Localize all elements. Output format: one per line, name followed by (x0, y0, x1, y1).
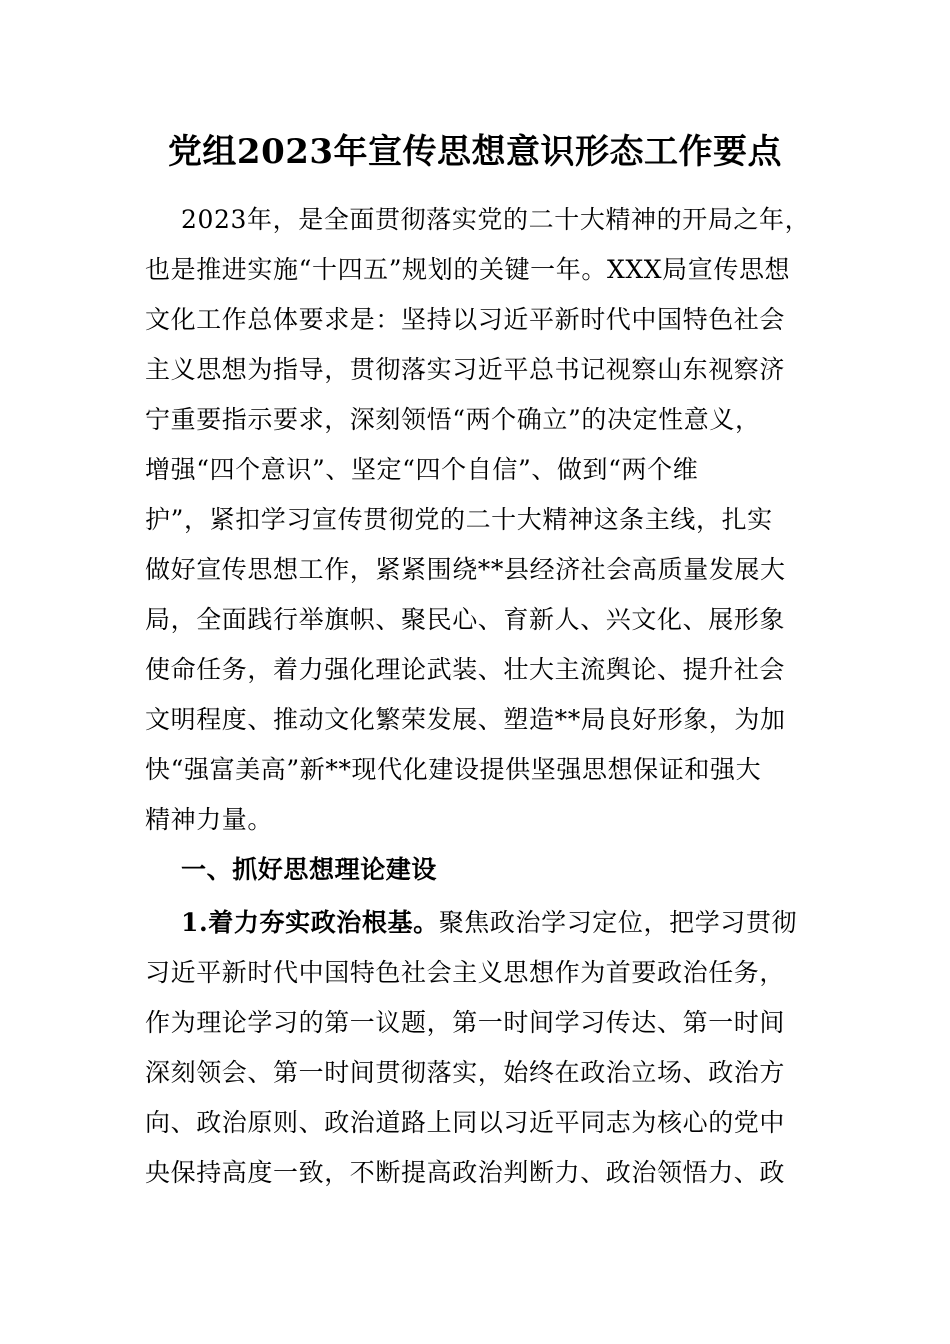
section-heading: 一、抓好思想理论建设 (181, 855, 438, 884)
paragraph-line: 做好宣传思想工作，紧紧围绕**县经济社会高质量发展大 (145, 555, 786, 584)
paragraph-line: 习近平新时代中国特色社会主义思想作为首要政治任务， (145, 958, 786, 987)
item-paragraph (145, 898, 805, 1198)
paragraph-line: 向、政治原则、政治道路上同以习近平同志为核心的党中 (145, 1108, 786, 1137)
paragraph-line: 使命任务，着力强化理论武装、壮大主流舆论、提升社会 (145, 655, 786, 684)
paragraph-line: 文明程度、推动文化繁荣发展、塑造**局良好形象，为加 (145, 705, 786, 734)
item-lead: 1.着力夯实政治根基。 (181, 908, 439, 937)
document-title: 党组2023年宣传思想意识形态工作要点 (167, 132, 783, 172)
paragraph-line: 文化工作总体要求是：坚持以习近平新时代中国特色社会 (145, 305, 786, 334)
paragraph-line: 作为理论学习的第一议题，第一时间学习传达、第一时间 (145, 1008, 786, 1037)
paragraph-line: 精神力量。 (145, 805, 274, 834)
paragraph-line: 宁重要指示要求，深刻领悟“两个确立”的决定性意义， (145, 405, 761, 434)
paragraph-line: 增强“四个意识”、坚定“四个自信”、做到“两个维 (145, 455, 699, 484)
paragraph-line: 局，全面践行举旗帜、聚民心、育新人、兴文化、展形象 (145, 605, 786, 634)
item-first-line-rest: 聚焦政治学习定位，把学习贯彻 (438, 908, 798, 937)
paragraph-line: 深刻领会、第一时间贯彻落实，始终在政治立场、政治方 (145, 1058, 786, 1087)
paragraph-line: 快“强富美高”新**现代化建设提供坚强思想保证和强大 (145, 755, 762, 784)
paragraph-line: 2023年，是全面贯彻落实党的二十大精神的开局之年， (181, 205, 811, 234)
paragraph-first-line (145, 898, 805, 948)
paragraph-line: 主义思想为指导，贯彻落实习近平总书记视察山东视察济 (145, 355, 786, 384)
paragraph-line: 也是推进实施“十四五”规划的关键一年。XXX局宣传思想 (145, 255, 791, 284)
intro-paragraph (145, 195, 811, 845)
paragraph-line: 护”，紧扣学习宣传贯彻党的二十大精神这条主线，扎实 (145, 505, 773, 534)
paragraph-line: 央保持高度一致，不断提高政治判断力、政治领悟力、政 (145, 1158, 786, 1187)
